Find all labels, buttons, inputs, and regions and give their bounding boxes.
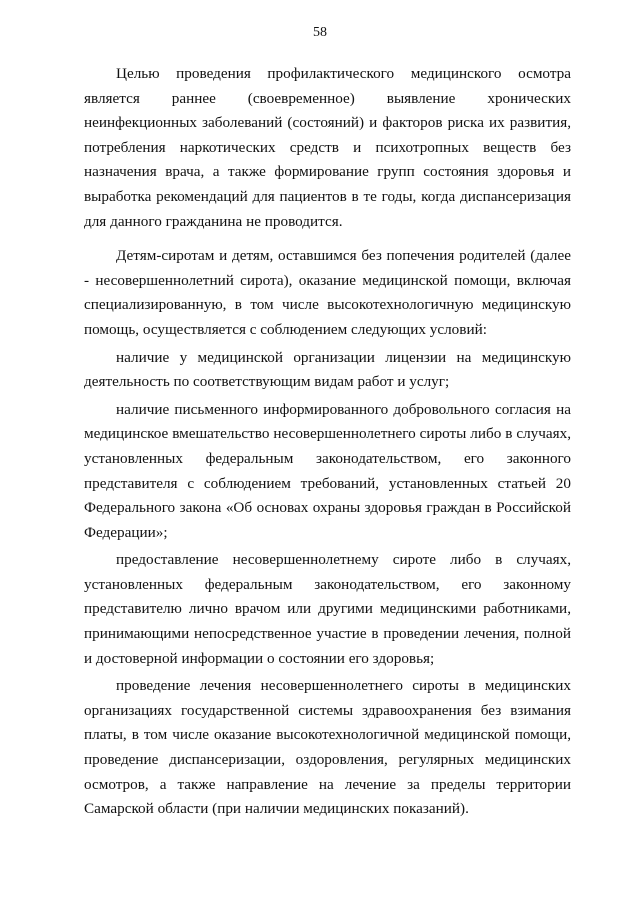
paragraph-license: наличие у медицинской организации лицензии на медицинскую деятельность по соответствующим видам работ и услуг; [84, 348, 571, 391]
paragraph-orphans-conditions: Детям-сиротам и детям, оставшимся без попечения родителей (далее - несовершеннолетний сирота), оказание медицинской помощи, включая специализированную, в том числе высокотехнологичную медицинскую помощь, осуществляется с соблюдением следующих условий: [84, 247, 571, 338]
page-number: 58 [313, 25, 327, 40]
paragraph-purpose: Целью проведения профилактического медицинского осмотра является раннее (своевременное) выявление хронических неинфекционных заболеваний (состояний) и факторов риска их развития, потребления наркотических средств и психотропных веществ без назначения врача, а также формирование групп состояния здоровья и выработка рекомендаций для пациентов в те годы, когда диспансеризация для данного гражданина не проводится. [84, 65, 571, 230]
paragraph-free-treatment: проведение лечения несовершеннолетнего сироты в медицинских организациях государственной системы здравоохранения без взимания платы, в том числе оказание высокотехнологичной медицинской помощи, проведение диспансеризации, оздоровления, регулярных медицинских осмотров, а также направление на лечение за пределы территории Самарской области (при наличии медицинских показаний). [84, 677, 571, 818]
paragraph-information: предоставление несовершеннолетнему сироте либо в случаях, установленных федеральным законодательством, его законному представителю лично врачом или другими медицинскими работниками, принимающими непосредственное участие в проведении лечения, полной и достоверной информации о состоянии его здоровья; [84, 551, 571, 667]
document-body [84, 62, 571, 822]
paragraph-consent: наличие письменного информированного добровольного согласия на медицинское вмешательство несовершеннолетнего сироты либо в случаях, установленных федеральным законодательством, его законного представителя с соблюдением требований, установленных статьей 20 Федерального закона «Об основах охраны здоровья граждан в Российской Федерации»; [84, 400, 571, 541]
